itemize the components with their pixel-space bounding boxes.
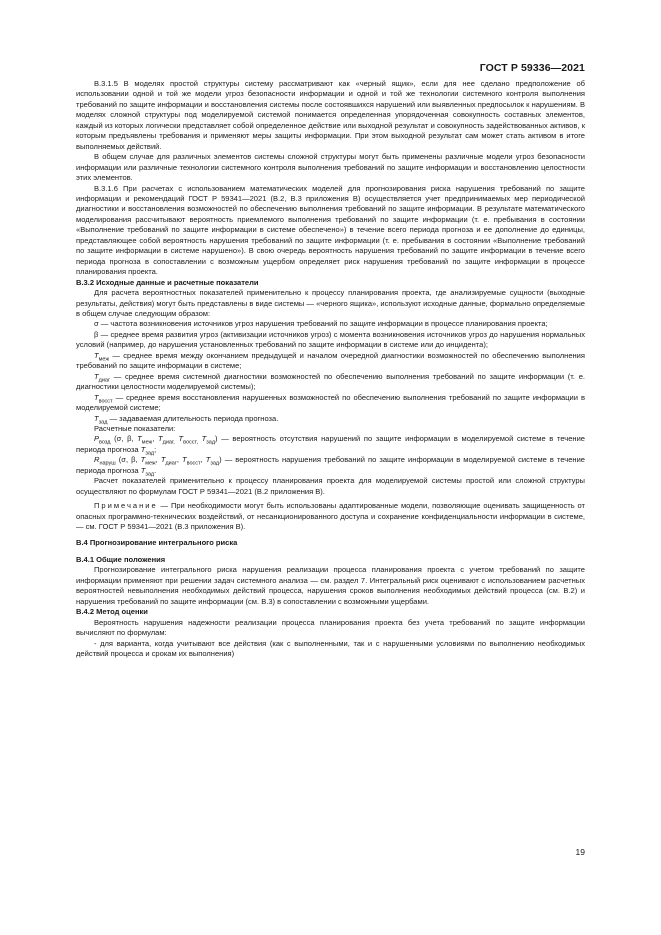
heading-b4: В.4 Прогнозирование интегрального риска — [76, 538, 238, 548]
def-tmezh: $T_{меж}$ — среднее время между окончанием предыдущей и началом очередной диагностики возможностей по обеспечению выполнения требований по защите информации в системе; — [76, 350, 585, 371]
paragraph-inputs-intro: Для расчета вероятностных показателей применительно к процессу планирования проекта, где анализируемые сущности (выходные результаты, действия) могут быть представлены в виде системы — «черного ящика», используют исходные данные, формально определяемые в общем случае следующим образом: — [76, 288, 585, 318]
heading-b42: В.4.2 Метод оценки — [76, 607, 148, 617]
paragraph-b316: В.3.1.6 При расчетах с использованием математических моделей для прогнозирования риска нарушения требований по защите информации и рекомендаций ГОСТ Р 59341—2021 (В.2, В.3 приложения В) осуществляется учет предпринимаемых мер периодической диагностики и восстановления возможностей по обеспечению выполнения требований по защите информации. В результате математического моделирования рассчитывают вероятность приемлемого выполнения требований по защите информации (т. е. пребывания в состоянии «Выполнение требований по защите информации в системе обеспечено») в течение всего периода прогноза и ее дополнение до единицы, представляющее собой вероятность нарушения требований по защите информации (т. е. пребывания в состоянии «Выполнение требований по защите информации в системе нарушено»). В свою очередь вероятность нарушения требований по защите информации в течение всего периода прогноза в сопоставлении с возможным ущербом определяет риск нарушения требований по защите информации в процессе планирования проекта. — [76, 183, 585, 277]
paragraph-method: Вероятность нарушения надежности реализации процесса планирования проекта без учета требований по защите информации вычисляют по формулам: — [76, 617, 585, 638]
paragraph-calc: Расчет показателей применительно к процессу планирования проекта для моделируемой системы простой или сложной структуры осуществляют по формулам ГОСТ Р 59341—2021 (В.2 приложения В). — [76, 476, 585, 496]
paragraph-b315: В.3.1.5 В моделях простой структуры систему рассматривают как «черный ящик», если для нее сделано предположение об использовании одной и той же модели угроз безопасности информации и одной и той же технологии системного контроля выполнения требований по защите информации и восстановления системы после состоявшихся нарушений или выявленных предпосылок к нарушениям. В моделях сложной структуры под моделируемой системой понимается определенная упорядоченная совокупность составных элементов, каждый из которых логически представляет собой определенное действие или выходной результат и совокупность задействованных активов, к которым предъявлены требования и применяют меры защиты информации. При этом выходной результат сам может стать активом в итоге выполняемых действий. — [76, 79, 585, 151]
page-number: 19 — [575, 847, 585, 857]
note: Примечание — При необходимости могут быть использованы адаптированные модели, позволяющие оценивать защищенность от опасных программно-технических воздействий, от несанкционированного доступа и сохранение конфиденциальности информации в системе, — см. ГОСТ Р 59341—2021 (В.3 приложения В). — [76, 501, 585, 532]
paragraph-general: В общем случае для различных элементов системы сложной структуры могут быть применены различные модели угроз безопасности информации или различные технологии системного контроля выполнения требований по защите информации и восстановлению целостности этих элементов. — [76, 152, 585, 183]
heading-b32: В.3.2 Исходные данные и расчетные показатели — [76, 277, 259, 287]
document-body — [76, 79, 585, 659]
def-tvosst: $T_{восст}$ — среднее время восстановления нарушенных возможностей по обеспечению выполнения требований по защите информации в моделируемой системе; — [76, 392, 585, 413]
def-beta: β — среднее время развития угроз (активизации источников угроз) с момента возникновения источников угроз до нарушения нормальных условий (например, до нарушения установленных требований по защите информации в системе или до инцидента); — [76, 329, 585, 350]
def-pvozd: $P_{возд}$ (σ, β, $T_{меж}$, $T_{диаг,}$ $T_{восст,}$ $T_{зад}$) — вероятность отсутствия нарушений по защите информации в моделируемой системе в течение периода прогноза $T_{зад}$; — [76, 434, 585, 457]
def-tdiag: $T_{диаг}$ — среднее время системной диагностики возможностей по обеспечению выполнения требований по защите информации (т. е. диагностики целостности моделируемой системы); — [76, 371, 585, 392]
calc-label: Расчетные показатели: — [94, 423, 176, 433]
def-tzad: $T_{зад}$ — задаваемая длительность периода прогноза. — [94, 413, 279, 425]
def-rnarush: $R_{наруш}$ (σ, β, $T_{меж}$, $T_{диаг}$, $T_{восст}$, $T_{зад}$) — вероятность нарушения требований по защите информации в моделируемой системе в течение периода прогноза $T_{зад}$. — [76, 455, 585, 478]
def-sigma: σ — частота возникновения источников угроз нарушения требований по защите информации в процессе планирования проекта; — [94, 319, 548, 329]
heading-b41: В.4.1 Общие положения — [76, 554, 166, 564]
document-header: ГОСТ Р 59336—2021 — [479, 62, 585, 74]
paragraph-integral: Прогнозирование интегрального риска нарушения реализации процесса планирования проекта с учетом требований по защите информации применяют при решении задач системного анализа — см. раздел 7. Интегральный риск оценивают с использованием расчетных вероятностей невыполнения необходимых действий процесса, нарушения сроков выполнения необходимых действий процесса (см. В.2) и нарушения требований по защите информации (см. В.3) в сопоставлении с возможными ущербами. — [76, 565, 585, 606]
paragraph-variant: - для варианта, когда учитывают все действия (как с выполненными, так и с нарушенными условиями по выполнению необходимых действий процесса и срокам их выполнения) — [76, 638, 585, 659]
